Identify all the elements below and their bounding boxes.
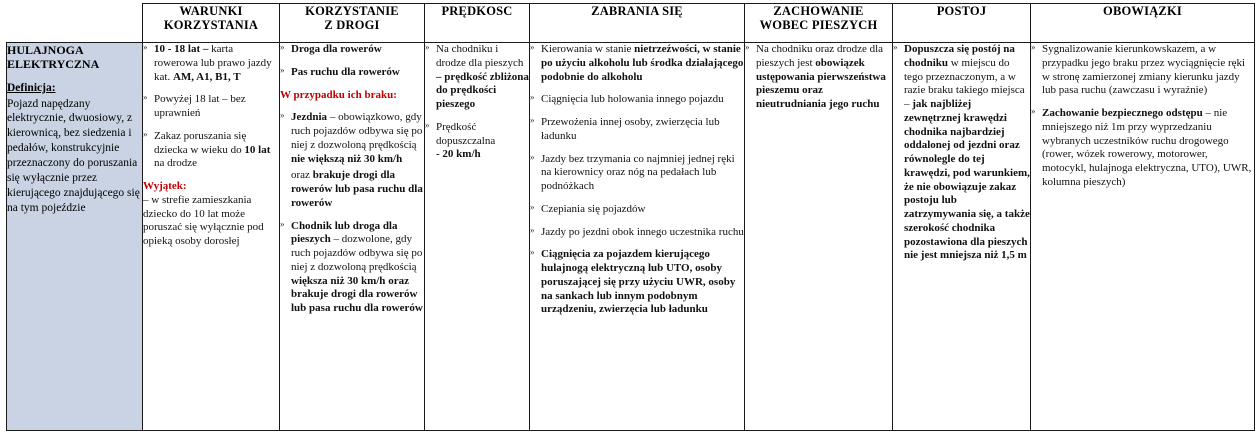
korzystanie-chodnik-tail-bold: brakuje drogi dla rowerów lub pasa ruchu dla rowerów [291, 288, 423, 314]
zabrania-item-1-normal: Ciągnięcia lub holowania innego pojazdu [541, 93, 724, 106]
column-header-zachowanie-line1: ZACHOWANIE [773, 4, 864, 18]
obowiazki-list [1031, 43, 1254, 190]
header-corner-cell [7, 4, 143, 43]
warunki-item-0-seg-1: karta rowerowa lub prawo jazdy kat. [154, 43, 272, 83]
cell-postoj [893, 43, 1031, 431]
postoj-item-0-normal-mid: w miejscu do tego przeznaczonym, a w razie braku takiego miejsca – [904, 56, 1025, 110]
cell-obowiazki [1031, 43, 1255, 431]
obowiazki-item-1-bold-head: Zachowanie bezpiecznego odstępu [1042, 107, 1203, 119]
column-header-predkosc-line1: PRĘDKOSC [441, 4, 513, 18]
list-item [280, 43, 424, 57]
zabrania-item-0-bold: nietrzeźwości, w stanie po użyciu alkoholu lub środka działającego podobnie do alkoholu [541, 43, 744, 83]
zabrania-list [530, 43, 744, 317]
list-item [1031, 43, 1254, 98]
korzystanie-jezdnia-head: Jezdnia [291, 111, 328, 124]
korzystanie-subheading-wrap [280, 89, 424, 103]
column-header-postoj-line1: POSTOJ [936, 4, 987, 18]
warunki-item-2-seg-1: 10 lat [244, 143, 271, 156]
predkosc-item-0-normal: Na chodniku i drodze dla pieszych [436, 43, 524, 69]
zachowanie-item-0-normal: Na chodniku oraz drodze dla pieszych jest [756, 43, 884, 69]
list-item [745, 43, 892, 112]
column-header-obowiazki-line1: OBOWIĄZKI [1103, 4, 1182, 18]
cell-warunki-korzystania [143, 43, 280, 431]
korzystanie-jezdnia-rest: – obowiązkowo, gdy ruch pojazdów odbywa się po niej z dozwoloną prędkością [291, 111, 423, 151]
zabrania-item-5-normal: Jazdy po jezdni obok innego uczestnika ruchu [541, 225, 744, 238]
list-item [143, 130, 279, 171]
column-header-obowiazki [1031, 4, 1255, 43]
warunki-exception [143, 180, 279, 249]
predkosc-item-1-normal: Prędkość dopuszczalna [436, 120, 496, 147]
obowiazki-item-1-normal-mid: – nie mniejszego niż 1m przy wyprzedzaniu wybranych uczestników ruchu drogowego (rower, wózek rowerowy, motorower, motocykl, hulajnoga elektryczna, UTO), UWR, kolumna pieszych) [1042, 107, 1252, 188]
warunki-item-0-seg-0: 10 - 18 lat – [154, 43, 212, 55]
list-item [893, 43, 1030, 263]
postoj-item-0-bold-head: Dopuszcza się postój na chodniku [904, 43, 1015, 69]
warunki-exception-label: Wyjątek: [143, 180, 187, 192]
column-header-korzystanie [280, 4, 425, 43]
list-item [530, 116, 744, 144]
cell-predkosc [425, 43, 530, 431]
list-item [1031, 107, 1254, 190]
korzystanie-jezdnia-bold: nie większą niż 30 km/h [291, 152, 403, 165]
list-item [530, 226, 744, 240]
list-item [530, 248, 744, 317]
warunki-list [143, 43, 279, 249]
column-header-korzystanie-line1: KORZYSTANIE [305, 4, 399, 18]
korzystanie-jezdnia-tail-normal: oraz [291, 169, 313, 182]
column-header-zabrania [530, 4, 745, 43]
rules-table [6, 3, 1255, 431]
column-header-warunki [143, 4, 280, 43]
predkosc-item-1-bold: - 20 km/h [436, 148, 481, 161]
list-item [530, 203, 744, 217]
korzystanie-chodnik-tail-normal: oraz [385, 274, 409, 287]
column-header-zachowanie-line2: WOBEC PIESZYCH [759, 18, 878, 33]
list-item [425, 121, 529, 162]
korzystanie-item-1: Pas ruchu dla rowerów [291, 65, 400, 78]
list-item [425, 43, 529, 112]
list-item [280, 111, 424, 210]
zabrania-item-0-normal: Kierowania w stanie [541, 43, 635, 55]
predkosc-list [425, 43, 529, 162]
zachowanie-item-0-bold: obowiązek ustępowania pierwszeństwa pieszemu oraz nieutrudniania jego ruchu [756, 56, 886, 110]
list-item [143, 43, 279, 84]
korzystanie-jezdnia-tail-bold: brakuje drogi dla rowerów lub pasa ruchu dla rowerów [291, 169, 423, 209]
korzystanie-jezdnia-tail [291, 169, 424, 210]
column-header-zabrania-line1: ZABRANIA SIĘ [591, 4, 683, 18]
warunki-item-2-seg-0: Zakaz poruszania się dziecka w wieku do [154, 129, 247, 156]
column-header-korzystanie-line2: Z DROGI [324, 18, 380, 33]
zabrania-item-4-normal: Czepiania się pojazdów [541, 202, 646, 215]
definition-text: Pojazd napędzany elektrycznie, dwuosiowy, z kierownicą, bez siedzenia i pedałów, konstrukcyjnie przeznaczony do poruszania się wyłącznie przez kierującego znajdującego się na tym pojeździe [7, 97, 140, 215]
predkosc-item-0-bold: – prędkość zbliżona do prędkości pieszego [436, 70, 529, 110]
zachowanie-list [745, 43, 892, 112]
postoj-item-0-bold-tail: jak najbliżej zewnętrznej krawędzi chodnika najbardziej oddalonej od jezdni oraz równolegle do tej krawędzi, pod warunkiem, że nie obowiązuje zakaz postoju lub zatrzymywania się, a także szerokość chodnika pozostawiona dla pieszych nie jest mniejsza niż 1,5 m [904, 98, 1030, 262]
korzystanie-chodnik-bold: większa niż 30 km/h [291, 274, 386, 287]
postoj-list [893, 43, 1030, 263]
zabrania-item-2-normal: Przewożenia innej osoby, zwierzęcia lub ładunku [541, 116, 720, 142]
obowiazki-item-0-normal: Sygnalizowanie kierunkowskazem, a w przypadku jego braku przez wyciągnięcie ręki w stronę zamierzonej zmiany kierunku jazdy lub pasa ruchu (zawczasu i wyraźnie) [1042, 43, 1246, 97]
cell-zabrania-sie [530, 43, 745, 431]
column-header-warunki-line1: WARUNKI [179, 4, 243, 18]
list-item [280, 220, 424, 316]
warunki-item-2-seg-2: na drodze [154, 157, 198, 170]
list-item [143, 93, 279, 121]
korzystanie-list [280, 43, 424, 316]
list-item [530, 43, 744, 84]
zabrania-item-6-normal: Ciągnięcia za pojazdem kierującego hulajnogą elektryczną lub UTO, osoby poruszającej się przy użyciu UWR, osoby na sankach lub innym podobnym urządzeniu, zwierzęcia lub ładunku [541, 248, 736, 316]
column-header-zachowanie [745, 4, 893, 43]
cell-korzystanie-z-drogi [280, 43, 425, 431]
definition-label: Definicja: [7, 81, 56, 94]
korzystanie-item-0: Droga dla rowerów [291, 43, 382, 55]
cell-zachowanie-wobec-pieszych [745, 43, 893, 431]
row-title: HULAJNOGA ELEKTRYCZNA [7, 43, 100, 72]
warunki-item-1-seg-0: Powyżej 18 lat – bez uprawnień [154, 93, 246, 119]
korzystanie-subheading: W przypadku ich braku: [280, 88, 397, 101]
list-item [530, 93, 744, 107]
korzystanie-chodnik-head: Chodnik lub droga dla pieszych [291, 219, 398, 246]
table-row [7, 43, 1255, 431]
column-header-predkosc [425, 4, 530, 43]
column-header-postoj [893, 4, 1031, 43]
row-header-hulajnoga [7, 43, 143, 431]
zabrania-item-3-normal: Jazdy bez trzymania co najmniej jednej ręki na kierownicy oraz nóg na pedałach lub podnóżkach [541, 152, 735, 192]
table-header-row [7, 4, 1255, 43]
list-item [530, 153, 744, 194]
column-header-warunki-line2: KORZYSTANIA [163, 18, 259, 33]
korzystanie-chodnik-rest: – dozwolone, gdy ruch pojazdów odbywa się po niej z dozwoloną prędkością [291, 233, 423, 273]
warunki-exception-text: – w strefie zamieszkania dziecko do 10 lat może poruszać się wyłącznie pod opieką osoby dorosłej [143, 193, 264, 247]
list-item [280, 66, 424, 80]
warunki-item-0-seg-2: AM, A1, B1, T [172, 70, 241, 83]
